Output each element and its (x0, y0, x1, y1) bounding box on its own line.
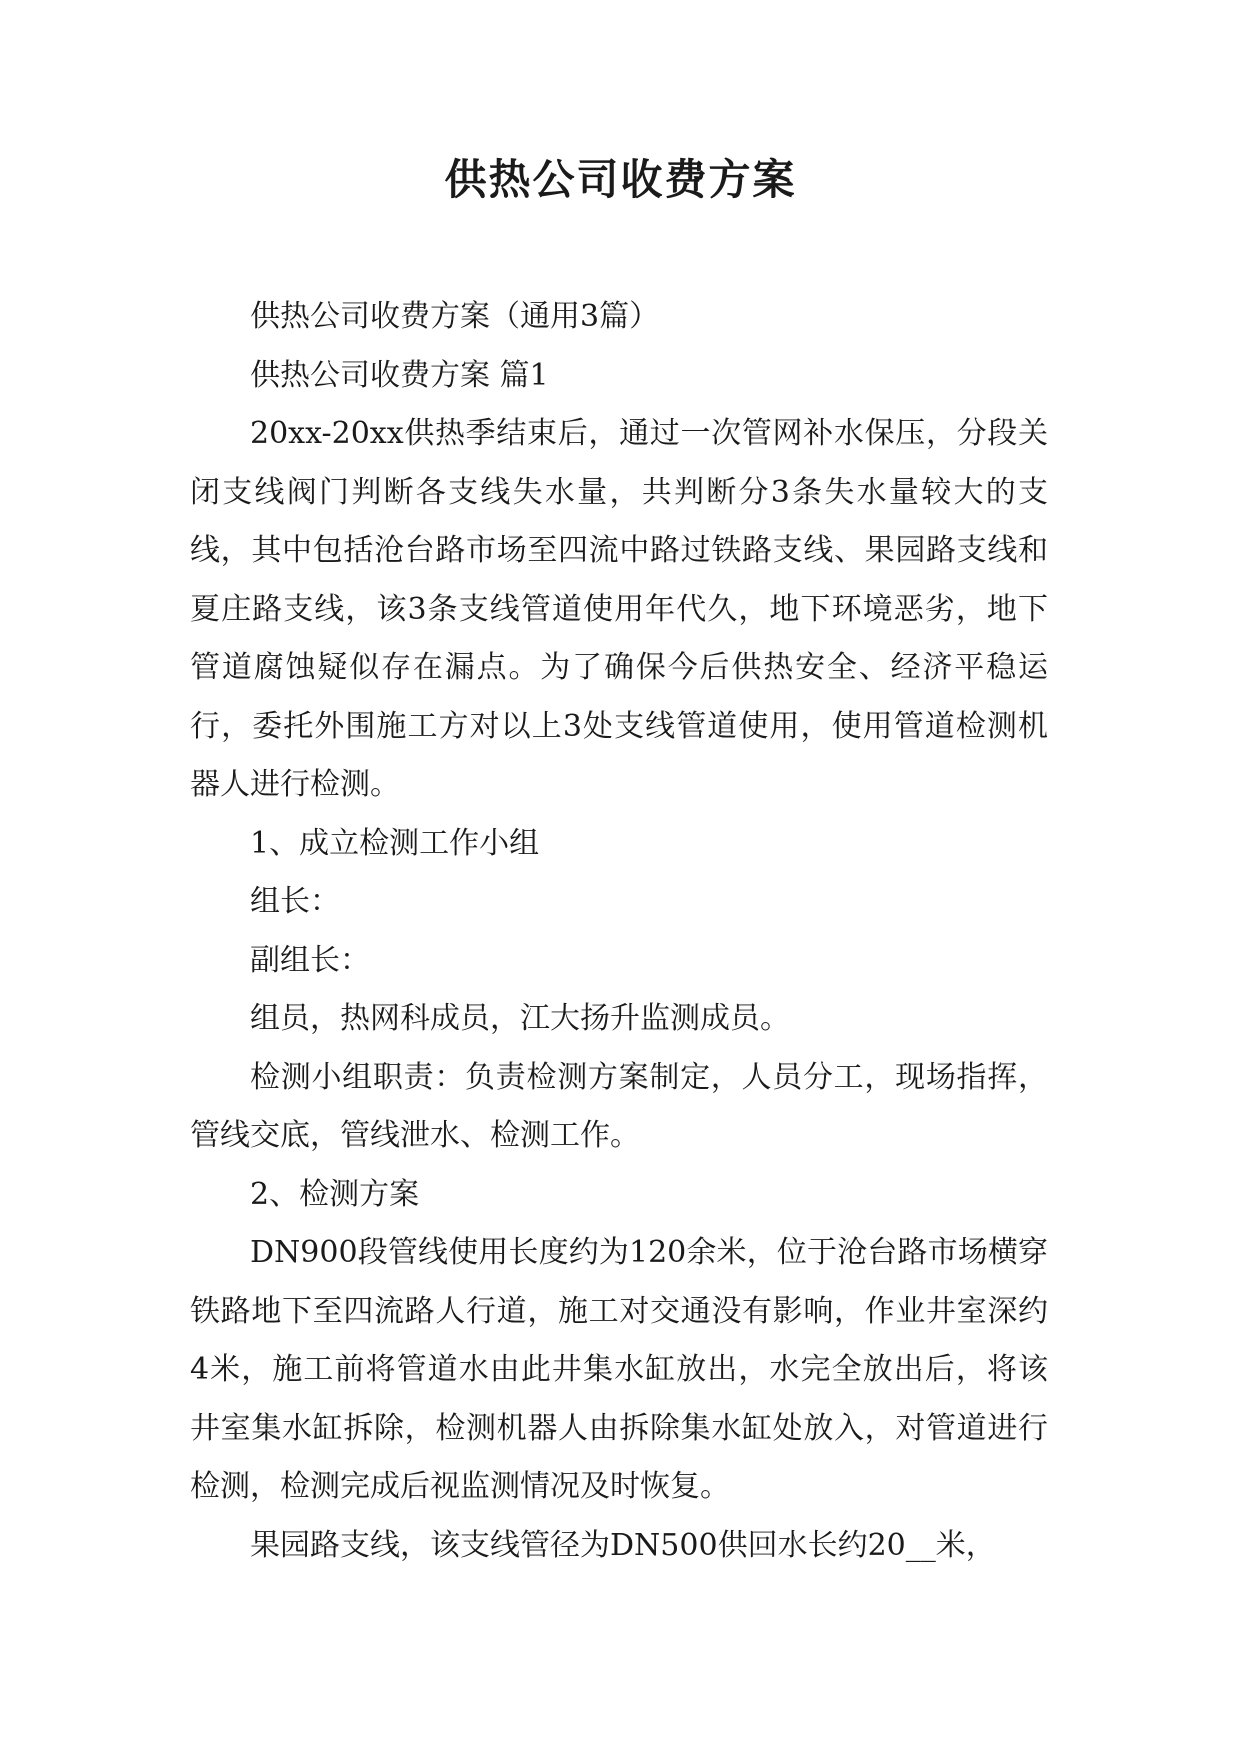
body-paragraph: 组长： (250, 884, 340, 919)
body-paragraph: 组员，热网科成员，江大扬升监测成员。 (250, 1001, 790, 1036)
document-body (190, 288, 1048, 1575)
body-paragraph: 20xx-20xx供热季结束后，通过一次管网补水保压，分段关闭支线阀门判断各支线失水量，共判断分3条失水量较大的支线，其中包括沧台路市场至四流中路过铁路支线、果园路支线和夏庄路支线，该3条支线管道使用年代久，地下环境恶劣，地下管道腐蚀疑似存在漏点。为了确保今后供热安全、经济平稳运行，委托外围施工方对以上3处支线管道使用，使用管道检测机器人进行检测。 (190, 416, 1048, 802)
section-heading: 供热公司收费方案 篇1 (250, 357, 549, 393)
body-paragraph: DN900段管线使用长度约为120余米，位于沧台路市场横穿铁路地下至四流路人行道，施工对交通没有影响，作业井室深约4米，施工前将管道水由此井集水缸放出，水完全放出后，将该井室集水缸拆除，检测机器人由拆除集水缸处放入，对管道进行检测，检测完成后视监测情况及时恢复。 (190, 1235, 1048, 1504)
subtitle-paragraph: 供热公司收费方案（通用3篇） (250, 299, 660, 334)
document-title: 供热公司收费方案 (444, 155, 797, 204)
body-paragraph: 检测小组职责：负责检测方案制定，人员分工，现场指挥，管线交底，管线泄水、检测工作。 (190, 1059, 1048, 1153)
list-heading: 1、成立检测工作小组 (250, 825, 540, 861)
body-paragraph: 果园路支线，该支线管径为DN500供回水长约20__米， (250, 1527, 996, 1563)
body-paragraph: 副组长： (250, 942, 370, 978)
list-heading: 2、检测方案 (250, 1176, 420, 1212)
